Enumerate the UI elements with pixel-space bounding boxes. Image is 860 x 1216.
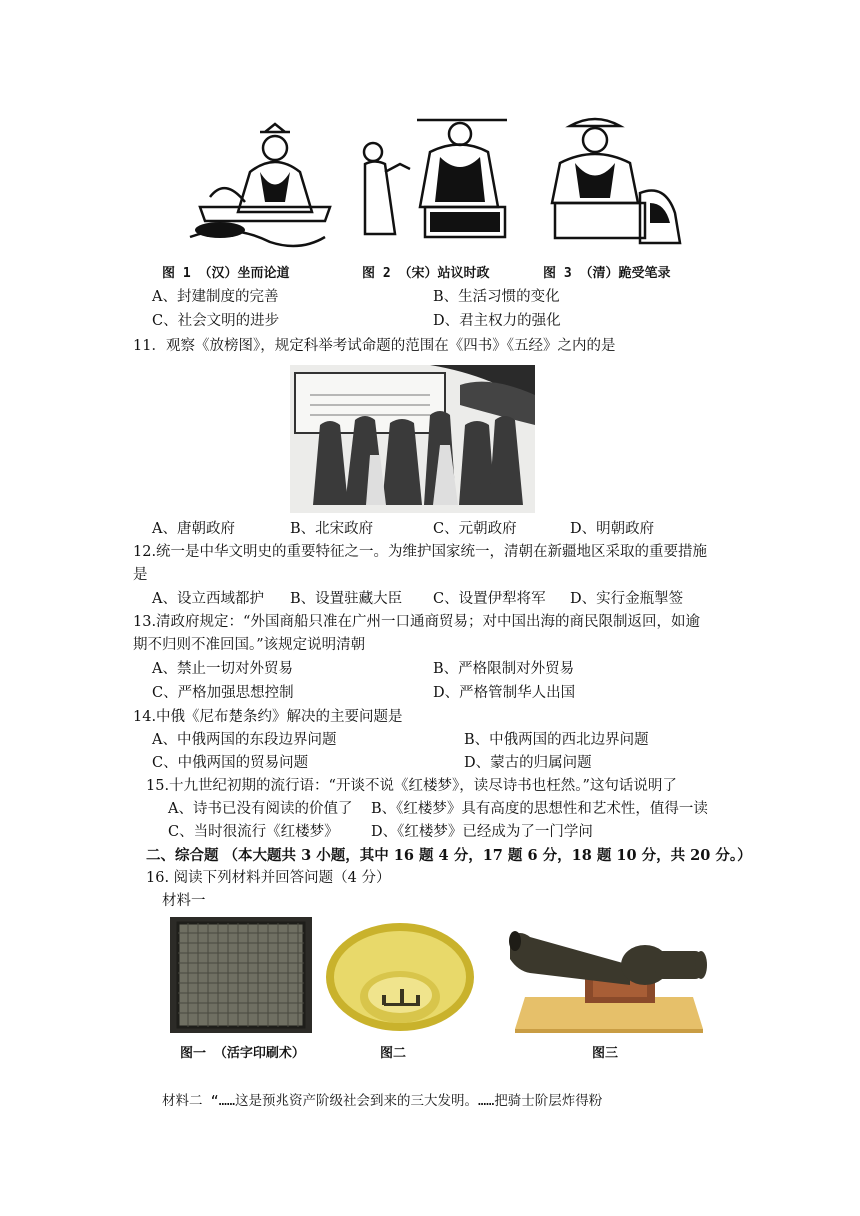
figure-movable-type xyxy=(170,917,312,1033)
q13-option-a: A、禁止一切对外贸易 xyxy=(152,661,293,677)
figure-caption-1: 图 1 （汉）坐而论道 xyxy=(162,266,290,281)
q11-option-c: C、元朝政府 xyxy=(433,521,517,537)
figure-caption-2: 图 2 （宋）站议时政 xyxy=(362,266,490,281)
figure-cannon xyxy=(505,917,715,1033)
figure-fangbang-picture xyxy=(290,365,535,513)
figure-song-standing-discussion xyxy=(355,112,515,257)
q13-stem-line2: 期不归则不准回国。”该规定说明清朝 xyxy=(133,637,366,653)
section-heading: 二、综合题 （本大题共 3 小题，其中 16 题 4 分，17 题 6 分，18 题 10 分，共 20 分。） xyxy=(146,847,752,864)
q14-option-d: D、蒙古的归属问题 xyxy=(464,755,592,771)
q15-option-d: D、《红楼梦》已经成为了一门学问 xyxy=(371,824,593,840)
q12-option-d: D、实行金瓶掣签 xyxy=(570,591,684,607)
material-1-label: 材料一 xyxy=(162,893,206,909)
q11-stem: 11．观察《放榜图》，规定科举考试命题的范围在《四书》《五经》之内的是 xyxy=(133,338,616,354)
q12-stem-line1: 12.统一是中华文明史的重要特征之一。为维护国家统一，清朝在新疆地区采取的重要措施 xyxy=(133,544,708,560)
q12-option-a: A、设立西域都护 xyxy=(152,591,264,607)
q13-option-d: D、严格管制华人出国 xyxy=(433,685,576,701)
q12-option-c: C、设置伊犁将军 xyxy=(433,591,546,607)
figure-caption-3: 图 3 （清）跪受笔录 xyxy=(543,266,671,281)
figure-han-seated-discussion xyxy=(180,112,345,257)
q13-option-b: B、严格限制对外贸易 xyxy=(433,661,575,677)
q13-option-c: C、严格加强思想控制 xyxy=(152,685,294,701)
q10-option-a: A、封建制度的完善 xyxy=(152,289,279,305)
q10-option-c: C、社会文明的进步 xyxy=(152,313,280,329)
q14-option-a: A、中俄两国的东段边界问题 xyxy=(152,732,337,748)
q15-option-c: C、当时很流行《红楼梦》 xyxy=(168,824,339,840)
q14-option-c: C、中俄两国的贸易问题 xyxy=(152,755,309,771)
q11-option-a: A、唐朝政府 xyxy=(152,521,235,537)
figure-compass-plate xyxy=(324,917,476,1033)
q15-option-a: A、诗书已没有阅读的价值了 xyxy=(168,801,353,817)
q14-stem: 14.中俄《尼布楚条约》解决的主要问题是 xyxy=(133,709,403,725)
q13-stem-line1: 13.清政府规定：“外国商船只准在广州一口通商贸易；对中国出海的商民限制返回，如逾 xyxy=(133,614,700,630)
figure-qing-kneeling-record xyxy=(540,108,690,258)
material-figure-caption-3: 图三 xyxy=(592,1046,619,1061)
q10-option-d: D、君主权力的强化 xyxy=(433,313,561,329)
q16-stem: 16. 阅读下列材料并回答问题（4 分） xyxy=(146,870,391,886)
q14-option-b: B、中俄两国的西北边界问题 xyxy=(464,732,649,748)
q12-stem-line2: 是 xyxy=(133,567,148,583)
q11-option-b: B、北宋政府 xyxy=(290,521,374,537)
q11-option-d: D、明朝政府 xyxy=(570,521,655,537)
q10-option-b: B、生活习惯的变化 xyxy=(433,289,560,305)
q15-stem: 15.十九世纪初期的流行语：“开谈不说《红楼梦》，读尽诗书也枉然。”这句话说明了 xyxy=(146,778,677,794)
material-2-text: 材料二 “……这是预兆资产阶级社会到来的三大发明。……把骑士阶层炸得粉 xyxy=(162,1093,603,1109)
q12-option-b: B、设置驻藏大臣 xyxy=(290,591,403,607)
material-figure-caption-1: 图一 （活字印刷术） xyxy=(180,1046,305,1061)
material-figure-caption-2: 图二 xyxy=(380,1046,407,1061)
q15-option-b: B、《红楼梦》具有高度的思想性和艺术性，值得一读 xyxy=(371,801,708,817)
